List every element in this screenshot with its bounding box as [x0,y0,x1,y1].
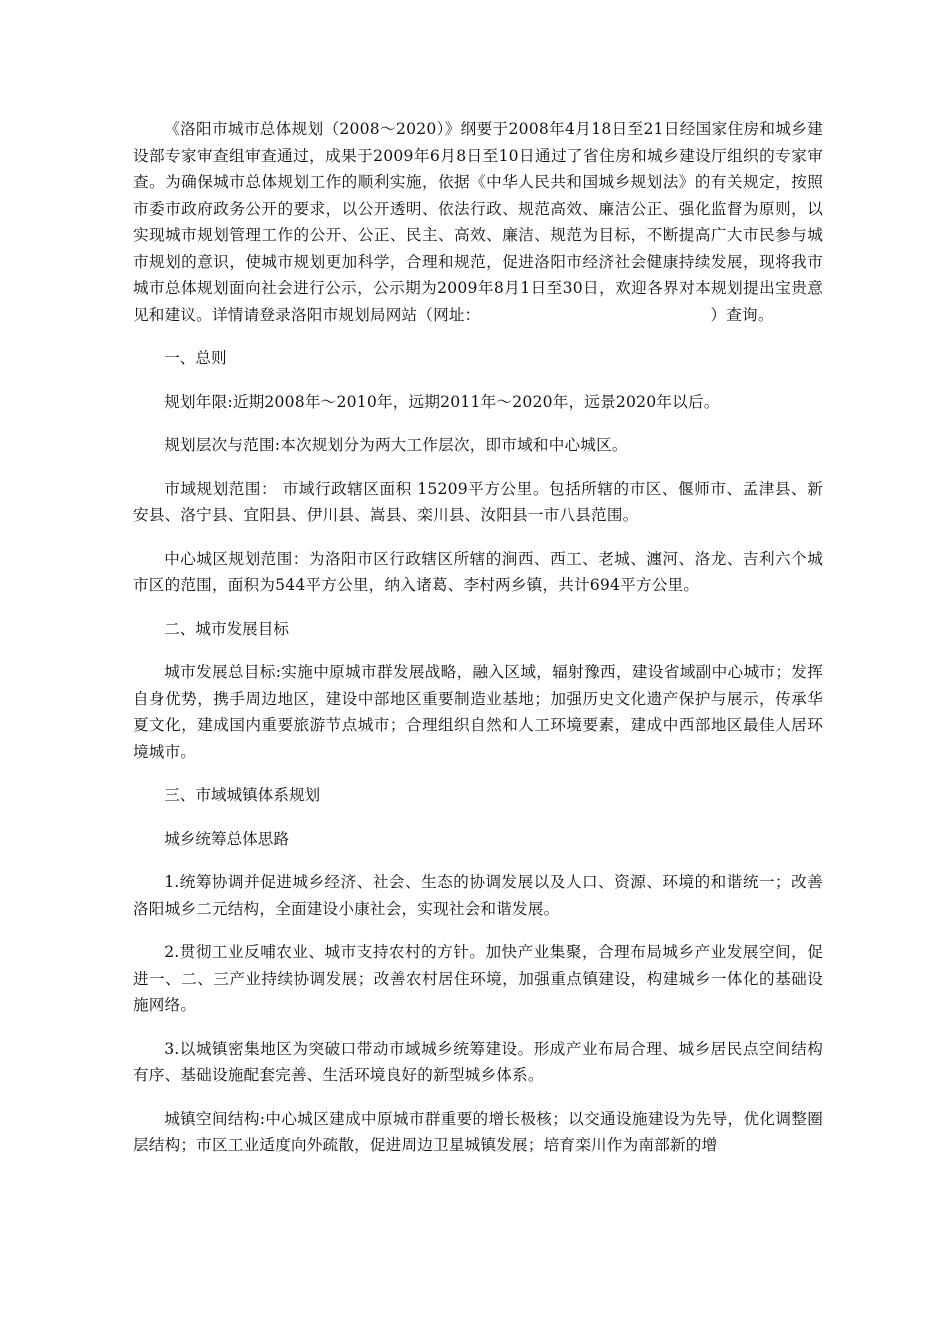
section-heading-goals: 二、城市发展目标 [164,619,289,638]
central-urban-scope-paragraph: 中心城区规划范围：为洛阳市区行政辖区所辖的涧西、西工、老城、瀍河、洛龙、吉利六个城市区的范围，面积为544平方公里，纳入诸葛、李村两乡镇，共计694平方公里。 [133,549,823,594]
spatial-structure-paragraph: 城镇空间结构:中心城区建成中原城市群重要的增长极核；以交通设施建设为先导，优化调整圈层结构；市区工业适度向外疏散，促进周边卫星城镇发展；培育栾川作为南部新的增 [133,1109,823,1154]
city-region-scope-paragraph: 市域规划范围： 市域行政辖区面积 15209平方公里。包括所辖的市区、偃师市、孟津县、新安县、洛宁县、宜阳县、伊川县、嵩县、栾川县、汝阳县一市八县范围。 [133,479,823,524]
planning-levels-paragraph: 规划层次与范围:本次规划分为两大工作层次，即市域和中心城区。 [164,436,628,454]
planning-period-paragraph: 规划年限:近期2008年～2010年，远期2011年～2020年，远景2020年以后。 [164,392,720,411]
intro-text-end: ）查询。 [710,305,774,324]
intro-paragraph [133,116,823,328]
item-2-paragraph: 2.贯彻工业反哺农业、城市支持农村的方针。加快产业集聚，合理布局城乡产业发展空间，促进一、二、三产业持续协调发展；改善农村居住环境，加强重点镇建设，构建城乡一体化的基础设施网络。 [133,943,823,1014]
section-heading-general: 一、总则 [164,349,227,367]
item-3-paragraph: 3.以城镇密集地区为突破口带动市域城乡统筹建设。形成产业布局合理、城乡居民点空间结构有序、基础设施配套完善、生活环境良好的新型城乡体系。 [133,1039,823,1084]
section-heading-town-system: 三、市域城镇体系规划 [164,786,321,804]
subheading-urban-rural: 城乡统筹总体思路 [164,829,289,848]
intro-text: 《洛阳市城市总体规划（2008～2020）》纲要于2008年4月18日至21日经国家住房和城乡建设部专家审查组审查通过，成果于2009年6月8日至10日通过了省住房和城乡建设厅组织的专家审查。为确保城市总体规划工作的顺利实施，依据《中华人民共和国城乡规划法》的有关规定，按照市委市政府政务公开的要求，以公开透明、依法行政、规范高效、廉洁公正、强化监督为原则，以实现城市规划管理工作的公开、公正、民主、高效、廉洁、规范为目标，不断提高广大市民参与城市规划的意识，使城市规划更加科学，合理和规范，促进洛阳市经济社会健康持续发展，现将我市城市总体规划面向社会进行公示，公示期为2009年8月1日至30日，欢迎各界对本规划提出宝贵意见和建议。详情请登录洛阳市规划局网站（网址： [133,120,823,324]
development-goal-paragraph: 城市发展总目标:实施中原城市群发展战略，融入区域，辐射豫西，建设省域副中心城市；发挥自身优势，携手周边地区，建设中部地区重要制造业基地；加强历史文化遗产保护与展示，传承华夏文化，建成国内重要旅游节点城市；合理组织自然和人工环境要素，建成中西部地区最佳人居环境城市。 [133,663,823,761]
item-1-paragraph: 1.统筹协调并促进城乡经济、社会、生态的协调发展以及人口、资源、环境的和谐统一；改善洛阳城乡二元结构，全面建设小康社会，实现社会和谐发展。 [133,873,823,918]
document-body [133,116,823,1176]
